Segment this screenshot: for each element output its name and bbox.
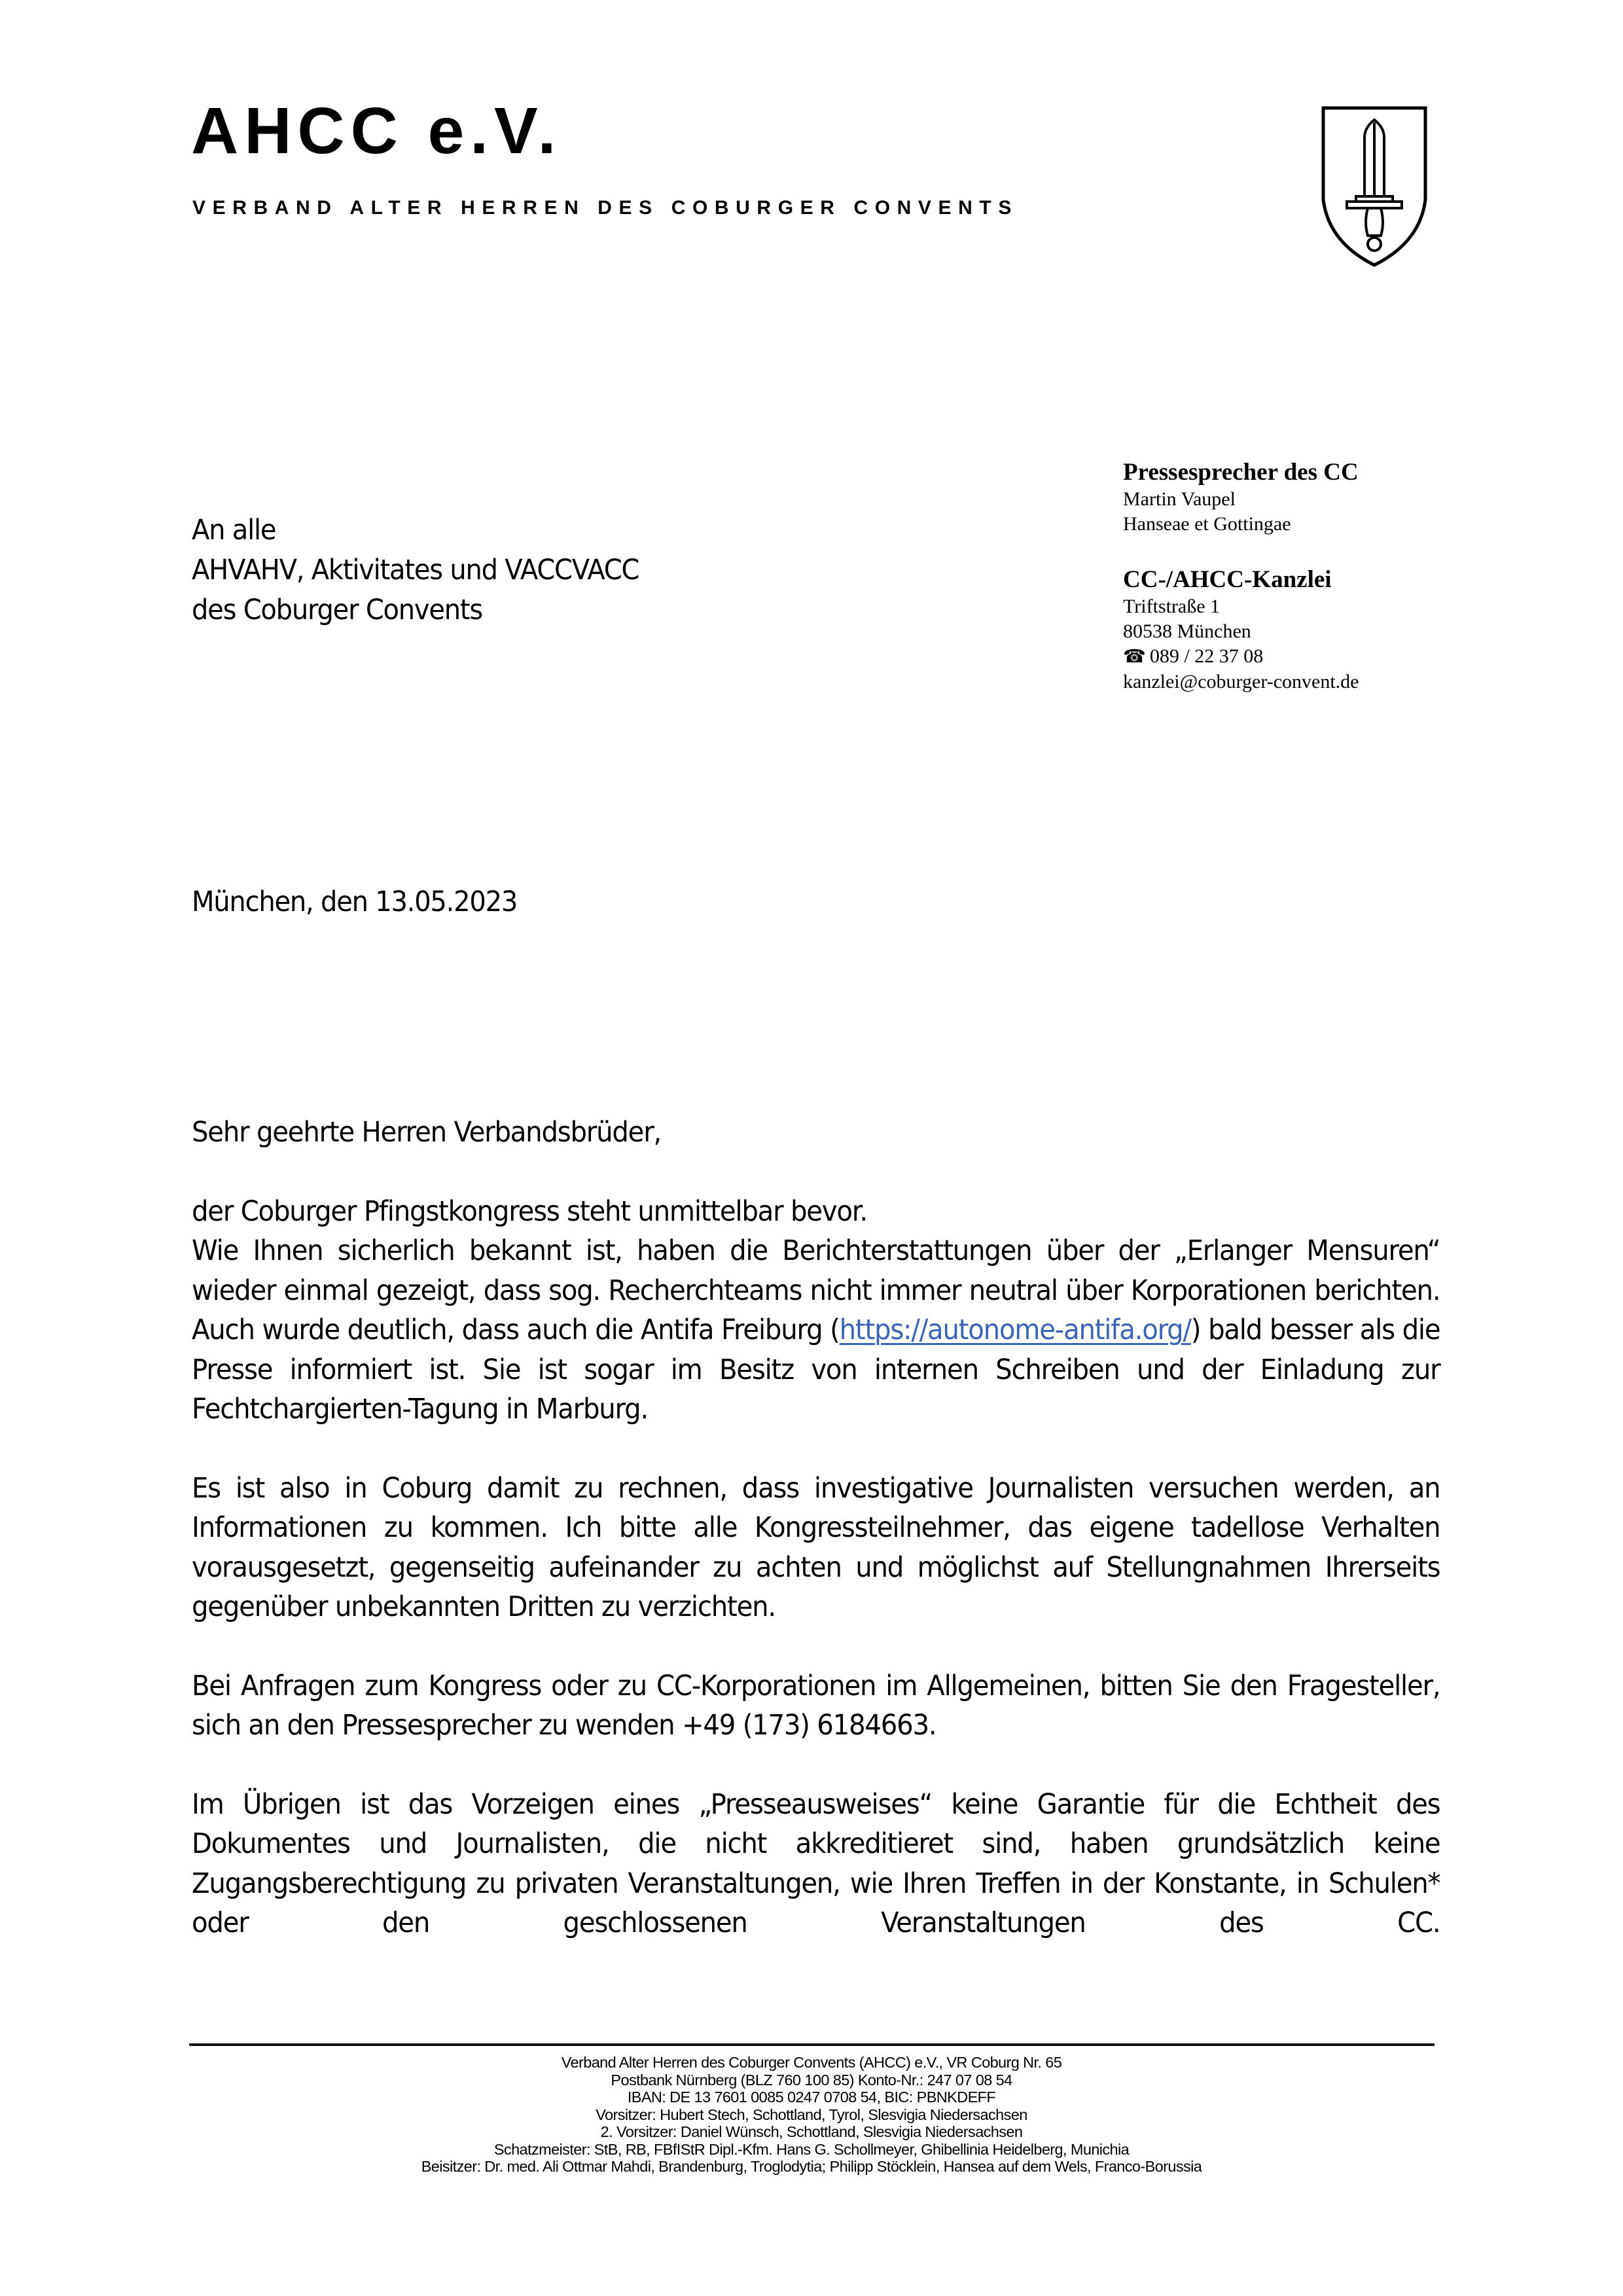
office-email[interactable]: kanzlei@coburger-convent.de xyxy=(1123,671,1359,692)
press-spokesperson-affiliation: Hanseae et Gottingae xyxy=(1123,513,1291,535)
paragraph-4: Im Übrigen ist das Vorzeigen eines „Presseausweises“ keine Garantie für die Echtheit des Dokumentes und Journalisten, die nicht akkreditieret sind, haben grundsätzlich keine Zugangsberechtigung zu privaten Veranstaltungen, wie Ihren Treffen in der Konstante, in Schulen* oder den geschlossenen Veranstaltungen des CC. xyxy=(192,1787,1440,1939)
organization-title: AHCC e.V. xyxy=(191,94,562,168)
paragraph-1 xyxy=(192,1231,1440,1429)
paragraph-1-text-b: ) bald besser als die Presse informiert ist. Sie ist sogar im Besitz von internen Schreiben und der Einladung zur Fechtchargierten-Tagung in Marburg. xyxy=(192,1314,1440,1426)
office-heading: CC-/AHCC-Kanzlei xyxy=(1123,566,1332,593)
footer-info xyxy=(157,2054,1466,2176)
recipient-address xyxy=(192,511,639,630)
footer-line: Verband Alter Herren des Coburger Convents (AHCC) e.V., VR Coburg Nr. 65 xyxy=(561,2054,1062,2071)
organization-subtitle: VERBAND ALTER HERREN DES COBURGER CONVENTS xyxy=(192,197,1018,219)
footer-line: 2. Vorsitzer: Daniel Wünsch, Schottland, Slesvigia Niedersachsen xyxy=(600,2123,1023,2140)
footer-divider xyxy=(189,2043,1435,2046)
salutation: Sehr geehrte Herren Verbandsbrüder, xyxy=(192,1116,662,1149)
sender-info xyxy=(1123,458,1359,694)
paragraph-3: Bei Anfragen zum Kongress oder zu CC-Korporationen im Allgemeinen, bitten Sie den Fragesteller, sich an den Pressesprecher zu wenden +49 (173) 6184663. xyxy=(192,1669,1440,1742)
office-street: Triftstraße 1 xyxy=(1123,596,1221,617)
footer-line: IBAN: DE 13 7601 0085 0247 0708 54, BIC: PBNKDEFF xyxy=(627,2089,996,2106)
letter-body xyxy=(192,1113,1440,1943)
office-city: 80538 München xyxy=(1123,620,1251,642)
press-spokesperson-heading: Pressesprecher des CC xyxy=(1123,459,1359,486)
paragraph-intro-line: der Coburger Pfingstkongress steht unmittelbar bevor. xyxy=(192,1194,867,1228)
office-phone-number: 089 / 22 37 08 xyxy=(1149,645,1264,667)
footer-line: Vorsitzer: Hubert Stech, Schottland, Tyrol, Slesvigia Niedersachsen xyxy=(596,2106,1027,2123)
letter-date: München, den 13.05.2023 xyxy=(192,886,518,918)
recipient-line: des Coburger Convents xyxy=(192,594,483,626)
footer-line: Beisitzer: Dr. med. Ali Ottmar Mahdi, Brandenburg, Troglodytia; Philipp Stöcklein, Hansea auf dem Wels, Franco-Borussia xyxy=(421,2158,1202,2175)
footer-line: Schatzmeister: StB, RB, FBfIStR Dipl.-Kfm. Hans G. Schollmeyer, Ghibellinia Heidelberg, Munichia xyxy=(493,2140,1130,2158)
recipient-line: AHVAHV, Aktivitates und VACCVACC xyxy=(192,554,639,586)
paragraph-2: Es ist also in Coburg damit zu rechnen, dass investigative Journalisten versuchen werden, an Informationen zu kommen. Ich bitte alle Kongressteilnehmer, das eigene tadellose Verhalten vorausgesetzt, gegenseitig aufeinander zu achten und möglichst auf Stellungnahmen Ihrerseits gegenüber unbekannten Dritten zu verzichten. xyxy=(192,1471,1440,1623)
shield-sword-icon xyxy=(1315,101,1433,272)
office-phone xyxy=(1123,644,1359,670)
recipient-line: An alle xyxy=(192,514,276,547)
footer-line: Postbank Nürnberg (BLZ 760 100 85) Konto-Nr.: 247 07 08 54 xyxy=(611,2071,1012,2089)
paragraph-1-text-a: Wie Ihnen sicherlich bekannt ist, haben die Berichterstattungen über der „Erlanger Mensuren“ wieder einmal gezeigt, dass sog. Recherchteams nicht immer neutral über Korporationen berichten. Auch wurde deutlich, dass auch die Antifa Freiburg ( xyxy=(192,1234,1440,1346)
telephone-icon: ☎ xyxy=(1123,647,1146,667)
press-spokesperson-name: Martin Vaupel xyxy=(1123,488,1236,510)
antifa-link[interactable]: https://autonome-antifa.org/ xyxy=(839,1314,1191,1346)
